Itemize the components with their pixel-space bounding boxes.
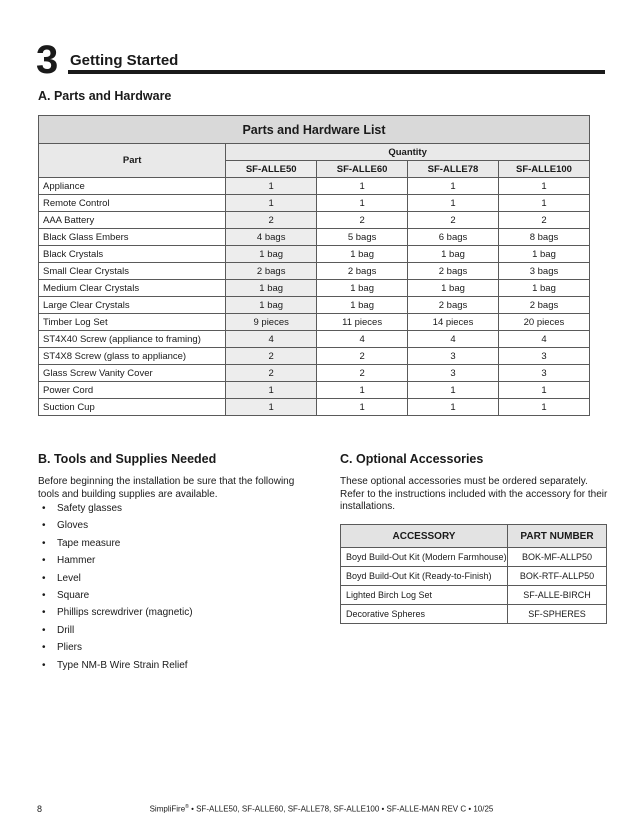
list-item bbox=[38, 535, 193, 552]
table-row bbox=[39, 229, 590, 246]
quantity-cell: 2 bbox=[226, 348, 317, 365]
bullet-icon: • bbox=[42, 520, 46, 532]
footer-trademark: ® bbox=[185, 804, 189, 810]
model-header: SF-ALLE50 bbox=[226, 161, 317, 178]
quantity-cell: 4 bags bbox=[226, 229, 317, 246]
list-item bbox=[38, 604, 193, 621]
part-column-header: Part bbox=[39, 144, 226, 178]
accessory-name: Boyd Build-Out Kit (Ready-to-Finish) bbox=[341, 567, 508, 586]
part-name: Medium Clear Crystals bbox=[39, 280, 226, 297]
quantity-cell: 2 bbox=[317, 365, 408, 382]
accessory-part-number: SF-ALLE-BIRCH bbox=[508, 586, 607, 605]
table-row bbox=[39, 195, 590, 212]
list-item bbox=[38, 587, 193, 604]
model-header: SF-ALLE78 bbox=[408, 161, 499, 178]
tool-label: Drill bbox=[57, 624, 75, 636]
quantity-cell: 1 bbox=[226, 382, 317, 399]
quantity-cell: 2 bags bbox=[317, 263, 408, 280]
footer-text bbox=[0, 804, 643, 814]
model-header: SF-ALLE60 bbox=[317, 161, 408, 178]
quantity-cell: 1 bag bbox=[408, 280, 499, 297]
table-row bbox=[341, 586, 607, 605]
list-item bbox=[38, 570, 193, 587]
bullet-icon: • bbox=[42, 572, 46, 584]
quantity-cell: 2 bbox=[226, 212, 317, 229]
quantity-cell: 20 pieces bbox=[498, 314, 589, 331]
quantity-cell: 1 bbox=[498, 399, 589, 416]
quantity-cell: 1 bbox=[317, 399, 408, 416]
accessory-name: Lighted Birch Log Set bbox=[341, 586, 508, 605]
quantity-cell: 1 bbox=[226, 399, 317, 416]
tool-label: Tape measure bbox=[57, 537, 121, 549]
footer-model-info: • SF-ALLE50, SF-ALLE60, SF-ALLE78, SF-ALLE100 • SF-ALLE-MAN REV C • 10/25 bbox=[188, 804, 494, 814]
table-row bbox=[341, 567, 607, 586]
list-item bbox=[38, 622, 193, 639]
tool-label: Type NM-B Wire Strain Relief bbox=[57, 659, 188, 671]
bullet-icon: • bbox=[42, 537, 46, 549]
section-b-heading: B. Tools and Supplies Needed bbox=[38, 452, 217, 466]
quantity-cell: 1 bbox=[408, 399, 499, 416]
part-name: ST4X8 Screw (glass to appliance) bbox=[39, 348, 226, 365]
quantity-cell: 2 bags bbox=[226, 263, 317, 280]
table-row bbox=[39, 280, 590, 297]
part-name: Remote Control bbox=[39, 195, 226, 212]
list-item bbox=[38, 657, 193, 674]
quantity-cell: 1 bag bbox=[226, 280, 317, 297]
quantity-cell: 1 bbox=[498, 382, 589, 399]
chapter-rule bbox=[68, 70, 605, 74]
table-row bbox=[341, 605, 607, 624]
tool-label: Hammer bbox=[57, 555, 96, 567]
quantity-cell: 1 bag bbox=[226, 297, 317, 314]
accessories-table bbox=[340, 524, 607, 624]
bullet-icon: • bbox=[42, 555, 46, 567]
accessory-name: Boyd Build-Out Kit (Modern Farmhouse) bbox=[341, 548, 508, 567]
quantity-cell: 1 bbox=[226, 195, 317, 212]
quantity-cell: 1 bbox=[408, 178, 499, 195]
model-header: SF-ALLE100 bbox=[498, 161, 589, 178]
accessories-intro: These optional accessories must be ordered separately. Refer to the instructions included with the accessory for their installations. bbox=[340, 476, 608, 512]
tool-label: Safety glasses bbox=[57, 503, 123, 514]
quantity-cell: 2 bbox=[317, 212, 408, 229]
quantity-cell: 5 bags bbox=[317, 229, 408, 246]
quantity-cell: 3 bbox=[498, 348, 589, 365]
part-name: Appliance bbox=[39, 178, 226, 195]
quantity-cell: 1 bbox=[317, 382, 408, 399]
table-row bbox=[341, 548, 607, 567]
quantity-cell: 3 bbox=[408, 348, 499, 365]
quantity-cell: 4 bbox=[226, 331, 317, 348]
table-row bbox=[39, 297, 590, 314]
list-item bbox=[38, 517, 193, 534]
quantity-cell: 1 bag bbox=[408, 246, 499, 263]
quantity-cell: 3 bags bbox=[498, 263, 589, 280]
accessory-part-number: BOK-MF-ALLP50 bbox=[508, 548, 607, 567]
list-item bbox=[38, 500, 193, 517]
part-name: AAA Battery bbox=[39, 212, 226, 229]
tools-list bbox=[38, 500, 193, 674]
quantity-cell: 14 pieces bbox=[408, 314, 499, 331]
tool-label: Pliers bbox=[57, 642, 83, 654]
table-row bbox=[39, 382, 590, 399]
page-number: 8 bbox=[37, 804, 43, 814]
table-row bbox=[39, 348, 590, 365]
quantity-cell: 2 bags bbox=[408, 297, 499, 314]
part-name: Suction Cup bbox=[39, 399, 226, 416]
chapter-number: 3 bbox=[36, 38, 58, 82]
quantity-cell: 2 bbox=[226, 365, 317, 382]
quantity-cell: 1 bbox=[317, 195, 408, 212]
part-name: Small Clear Crystals bbox=[39, 263, 226, 280]
bullet-icon: • bbox=[42, 642, 46, 654]
quantity-cell: 1 bbox=[226, 178, 317, 195]
tools-intro: Before beginning the installation be sure that the following tools and building supplies are available. bbox=[38, 476, 295, 500]
quantity-cell: 1 bag bbox=[498, 246, 589, 263]
quantity-cell: 11 pieces bbox=[317, 314, 408, 331]
bullet-icon: • bbox=[42, 503, 46, 514]
quantity-cell: 1 bag bbox=[317, 297, 408, 314]
quantity-cell: 2 bbox=[317, 348, 408, 365]
part-number-column-header: PART NUMBER bbox=[508, 525, 607, 548]
footer-brand: SimpliFire bbox=[149, 804, 186, 814]
quantity-cell: 4 bbox=[408, 331, 499, 348]
quantity-cell: 1 bag bbox=[498, 280, 589, 297]
list-item bbox=[38, 552, 193, 569]
quantity-cell: 1 bbox=[317, 178, 408, 195]
table-row bbox=[39, 178, 590, 195]
part-name: Large Clear Crystals bbox=[39, 297, 226, 314]
section-a-heading: A. Parts and Hardware bbox=[38, 89, 172, 103]
quantity-cell: 1 bbox=[408, 195, 499, 212]
quantity-cell: 4 bbox=[498, 331, 589, 348]
quantity-cell: 2 bags bbox=[408, 263, 499, 280]
table-row bbox=[39, 263, 590, 280]
part-name: Power Cord bbox=[39, 382, 226, 399]
accessory-part-number: BOK-RTF-ALLP50 bbox=[508, 567, 607, 586]
quantity-cell: 1 bag bbox=[226, 246, 317, 263]
bullet-icon: • bbox=[42, 607, 46, 619]
table-row bbox=[39, 246, 590, 263]
part-name: Black Crystals bbox=[39, 246, 226, 263]
tool-label: Level bbox=[57, 572, 81, 584]
bullet-icon: • bbox=[42, 589, 46, 601]
quantity-cell: 3 bbox=[498, 365, 589, 382]
part-name: Black Glass Embers bbox=[39, 229, 226, 246]
section-c-heading: C. Optional Accessories bbox=[340, 452, 484, 466]
quantity-cell: 3 bbox=[408, 365, 499, 382]
accessory-part-number: SF-SPHERES bbox=[508, 605, 607, 624]
table-row bbox=[39, 331, 590, 348]
tool-label: Phillips screwdriver (magnetic) bbox=[57, 607, 193, 619]
part-name: Timber Log Set bbox=[39, 314, 226, 331]
parts-table-title: Parts and Hardware List bbox=[39, 116, 590, 144]
accessory-name: Decorative Spheres bbox=[341, 605, 508, 624]
quantity-cell: 1 bag bbox=[317, 246, 408, 263]
table-row bbox=[39, 212, 590, 229]
quantity-cell: 9 pieces bbox=[226, 314, 317, 331]
quantity-cell: 2 bags bbox=[498, 297, 589, 314]
quantity-cell: 1 bbox=[498, 195, 589, 212]
bullet-icon: • bbox=[42, 659, 46, 671]
chapter-title: Getting Started bbox=[70, 52, 179, 69]
quantity-cell: 1 bbox=[408, 382, 499, 399]
quantity-cell: 2 bbox=[498, 212, 589, 229]
accessory-column-header: ACCESSORY bbox=[341, 525, 508, 548]
part-name: Glass Screw Vanity Cover bbox=[39, 365, 226, 382]
table-row bbox=[39, 314, 590, 331]
quantity-cell: 8 bags bbox=[498, 229, 589, 246]
quantity-cell: 6 bags bbox=[408, 229, 499, 246]
part-name: ST4X40 Screw (appliance to framing) bbox=[39, 331, 226, 348]
list-item bbox=[38, 639, 193, 656]
parts-hardware-table bbox=[38, 115, 590, 416]
quantity-cell: 1 bag bbox=[317, 280, 408, 297]
bullet-icon: • bbox=[42, 624, 46, 636]
table-row bbox=[39, 399, 590, 416]
table-row bbox=[39, 365, 590, 382]
quantity-column-header: Quantity bbox=[226, 144, 590, 161]
tool-label: Square bbox=[57, 589, 90, 601]
tool-label: Gloves bbox=[57, 520, 89, 532]
quantity-cell: 2 bbox=[408, 212, 499, 229]
quantity-cell: 4 bbox=[317, 331, 408, 348]
quantity-cell: 1 bbox=[498, 178, 589, 195]
